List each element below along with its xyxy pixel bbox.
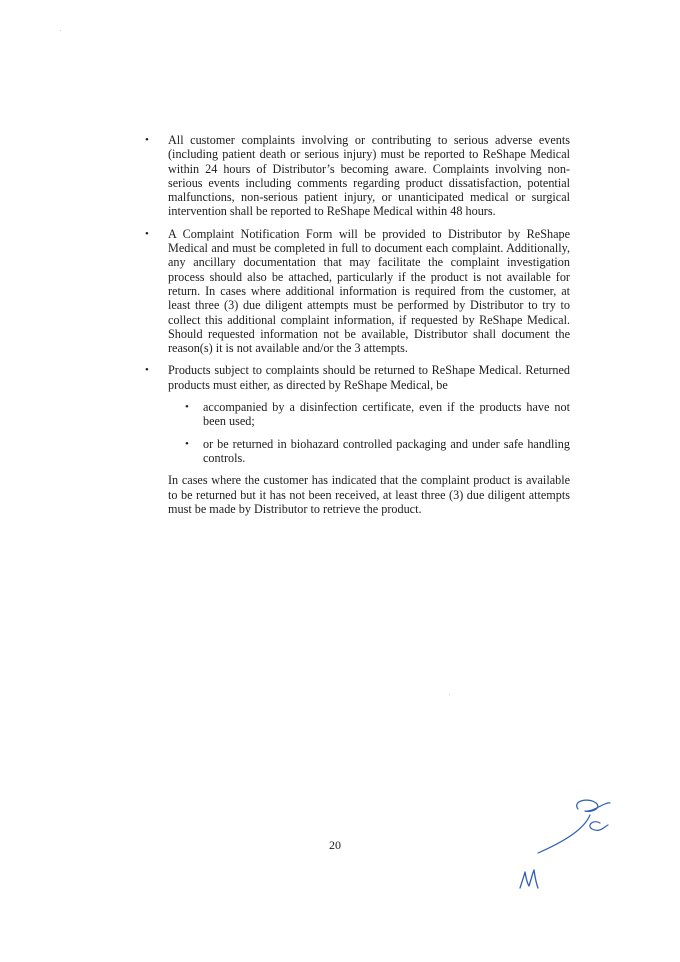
bullet-text: All customer complaints involving or contributing to serious adverse events (including patient death or serious injury) must be reported to ReShape Medical within 24 hours of Distributor’s becoming aware. Complaints involving non-serious events including comments regarding product dissatisfaction, potential malfunctions, non-serious patient injury, or unanticipated medical or surgical intervention shall be reported to ReShape Medical within 48 hours.: [168, 133, 570, 219]
bullet-marker: •: [145, 134, 149, 146]
page-number: 20: [329, 838, 341, 852]
bullet-marker: •: [145, 364, 149, 377]
bullet-item-serious-events: [145, 133, 570, 219]
sub-bullet-text: or be returned in biohazard controlled packaging and under safe handling controls.: [203, 436, 570, 465]
bullet-text: A Complaint Notification Form will be provided to Distributor by ReShape Medical and must be completed in full to document each complaint. Additionally, any ancillary documentation that may facilitate the complaint investigation process should also be attached, particularly if the product is not available for return. In cases where additional information is required from the customer, at least three (3) due diligent attempts must be performed by Distributor to try to collect this additional complaint information, if requested by ReShape Medical. Should requested information not be available, Distributor shall document the reason(s) it is not available and/or the 3 attempts.: [168, 226, 570, 356]
page-body: [145, 133, 570, 524]
bullet-marker: •: [145, 227, 149, 240]
sub-bullet-text: accompanied by a disinfection certificate, even if the products have not been used;: [203, 400, 570, 429]
bullet-item-product-return: [145, 363, 570, 516]
handwritten-initials-signature: [530, 795, 615, 857]
sub-bullet-biohazard: [168, 437, 570, 466]
scan-speck: [60, 30, 61, 31]
sub-bullet-marker: •: [185, 401, 189, 414]
signature-stroke: [520, 870, 538, 888]
sub-bullet-disinfection: [168, 400, 570, 429]
scan-speck: [449, 694, 450, 695]
bullet-text: Products subject to complaints should be returned to ReShape Medical. Returned products must either, as directed by ReShape Medical, be: [168, 363, 570, 392]
sub-bullet-marker: •: [185, 437, 189, 450]
signature-stroke: [538, 800, 610, 853]
bullet-item-notification-form: [145, 227, 570, 356]
handwritten-initial-m: [517, 866, 547, 892]
closing-paragraph: In cases where the customer has indicated that the complaint product is available to be returned but it has not been received, at least three (3) due diligent attempts must be made by Distributor to retrieve the product.: [168, 473, 570, 516]
sub-bullet-list: [168, 400, 570, 465]
